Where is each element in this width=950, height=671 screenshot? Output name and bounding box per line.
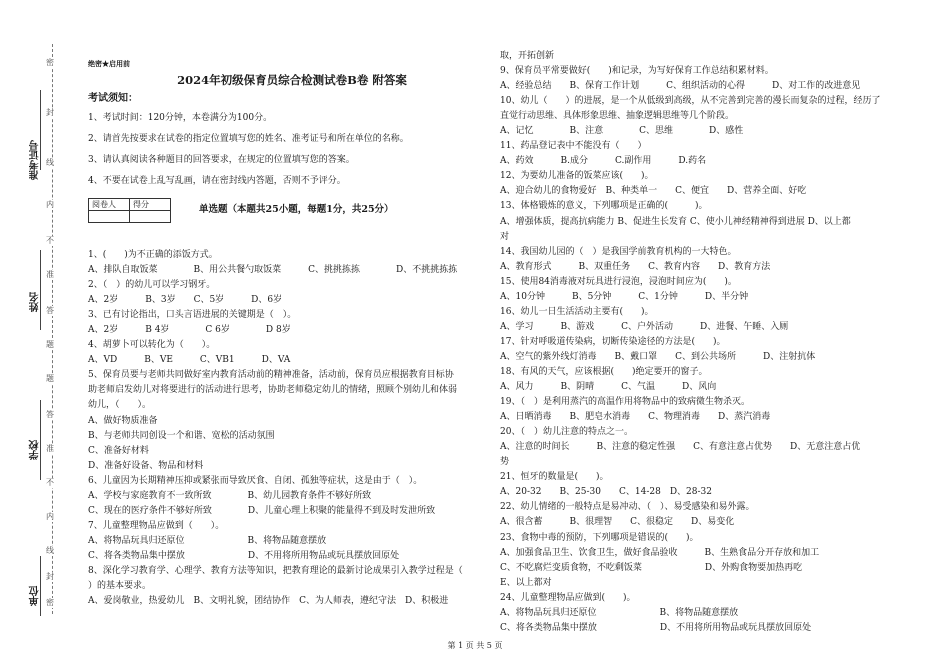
question-line: A、做好物质准备 <box>88 415 158 426</box>
left-column <box>88 56 486 609</box>
notice-item: 4、不要在试卷上乱写乱画，请在密封线内答题，否则不予评分。 <box>88 176 346 186</box>
question-line: 直觉行动思维、具体形象思维、抽象逻辑思维等几个阶段。 <box>500 111 735 122</box>
seal-mark: 题 <box>46 374 54 383</box>
question-line: 助老师启发幼儿对将要进行的活动进行思考，协助老师稳定幼儿的情绪，照顾个别幼儿和体弱 <box>88 385 458 396</box>
question-line: 18、有风的天气，应该根据( )绝定要开的窗子。 <box>500 366 708 377</box>
notice-item: 2、请首先按要求在试卷的指定位置填写您的姓名、准考证号和所在单位的名称。 <box>88 134 409 144</box>
notice-heading: 考试须知： <box>88 93 138 104</box>
seal-mark: 密 <box>46 58 54 67</box>
school-label: 学校 <box>30 440 41 460</box>
question-line: 15、使用84消毒液对玩具进行浸泡，浸泡时间应为( )。 <box>500 276 737 287</box>
reviewer-header: 阅卷人 <box>89 198 130 210</box>
question-line: 对 <box>500 231 510 242</box>
question-line: 19、（ ）是利用蒸汽的高温作用将物品中的致病微生物杀灭。 <box>500 397 750 408</box>
question-line: B、与老师共同创设一个和谐、宽松的活动氛围 <box>88 430 275 441</box>
seal-mark: 内 <box>46 512 54 521</box>
secret-mark: 绝密★启用前 <box>88 59 130 68</box>
question-line: 势 <box>500 457 510 468</box>
question-line: C、不吃腐烂变质食物，不吃剩饭菜 D、外购食物要加热再吃 <box>500 562 803 573</box>
question-line: C、准备好材料 <box>88 445 149 456</box>
binding-margin <box>0 0 62 671</box>
seal-mark: 不 <box>46 236 54 245</box>
question-line: A、日晒消毒 B、肥皂水消毒 C、物理消毒 D、蒸汽消毒 <box>500 412 771 423</box>
question-line: A、学习 B、游戏 C、户外活动 D、进餐、午睡、入厕 <box>500 321 789 332</box>
question-line: 24、儿童整理物品应做到( )。 <box>500 592 636 603</box>
seal-dashed-line <box>52 44 53 614</box>
question-line: A、VD B、VE C、VB1 D、VA <box>88 355 291 366</box>
question-line: A、2岁 B 4岁 C 6岁 D 8岁 <box>88 325 291 336</box>
question-line: 14、我国幼儿园的（ ）是我国学前教育机构的一大特色。 <box>500 246 737 257</box>
question-line: 3、已有讨论指出，口头言语进展的关键期是（ ）。 <box>88 310 297 321</box>
questions-left <box>88 248 486 609</box>
question-line: 幼儿，（ ）。 <box>88 400 152 411</box>
spacer <box>88 226 486 248</box>
question-line: 5、保育员要与老师共同做好室内教育活动前的精神准备，活动前，保育员应根据教育目标协 <box>88 370 454 381</box>
seal-mark: 题 <box>46 340 54 349</box>
notice-item: 3、请认真阅读各种题目的回答要求，在规定的位置填写您的答案。 <box>88 155 355 165</box>
question-line: A、教育形式 B、双重任务 C、教育内容 D、教育方法 <box>500 261 771 272</box>
question-line: A、爱岗敬业，热爱幼儿 B、文明礼貌，团结协作 C、为人师表，遵纪守法 D、积极进 <box>88 596 449 607</box>
score-section <box>88 194 486 226</box>
question-line: A、排队自取饭菜 B、用公共餐勺取饭菜 C、挑挑拣拣 D、不挑挑拣拣 <box>88 265 458 276</box>
question-line: A、学校与家庭教育不一致所致 B、幼儿园教育条件不够好所致 <box>88 490 372 501</box>
unit-label: 单位 <box>30 586 41 606</box>
question-line: 4、胡萝卜可以转化为（ ）。 <box>88 340 216 351</box>
question-line: 23、食物中毒的预防，下列哪项是错误的( )。 <box>500 532 699 543</box>
question-line: 17、针对呼吸道传染病，切断传染途径的方法是( )。 <box>500 336 726 347</box>
seal-mark: 封 <box>46 572 54 581</box>
question-line: E、以上都对 <box>500 577 552 588</box>
exam-id-label: 准考证号 <box>30 140 41 180</box>
question-line: A、迎合幼儿的食物爱好 B、种类单一 C、便宜 D、营养全面、好吃 <box>500 186 807 197</box>
question-line: 7、儿童整理物品应做到（ ）。 <box>88 520 225 531</box>
score-cell <box>130 210 171 222</box>
question-line: 9、保育员平常要做好( )和记录，为写好保育工作总结积累材料。 <box>500 66 774 77</box>
question-line: A、2岁 B、3岁 C、5岁 D、6岁 <box>88 295 283 306</box>
question-line: A、经验总结 B、保育工作计划 C、组织活动的心得 D、对工作的改进意见 <box>500 81 861 92</box>
seal-mark: 线 <box>46 546 54 555</box>
seal-mark: 密 <box>46 598 54 607</box>
question-line: A、注意的时间长 B、注意的稳定性强 C、有意注意占优势 D、无意注意占优 <box>500 442 861 453</box>
question-line: C、将各类物品集中摆放 D、不用将所用物品或玩具摆放回原处 <box>88 550 400 561</box>
question-line: 取，开拓创新 <box>500 51 555 61</box>
seal-mark: 内 <box>46 200 54 209</box>
questions-right <box>500 49 920 636</box>
question-line: C、将各类物品集中摆放 D、不用将所用物品或玩具摆放回原处 <box>500 622 812 633</box>
question-line: 13、体格锻炼的意义，下列哪项是正确的( )。 <box>500 201 708 212</box>
question-line: A、增强体质，提高抗病能力 B、促进生长发育 C、使小儿神经精神得到进展 D、以上都 <box>500 216 851 227</box>
page-number: 第 1 页 共 5 页 <box>447 641 503 650</box>
question-line: 1、( )为不正确的添饭方式。 <box>88 250 218 260</box>
question-line: A、20-32 B、25-30 C、14-28 D、28-32 <box>500 487 712 498</box>
seal-mark: 准 <box>46 270 54 279</box>
question-line: 21、恒牙的数量是( )。 <box>500 472 609 483</box>
question-line: A、将物品玩具归还原位 B、将物品随意摆放 <box>88 535 327 546</box>
question-line: A、风力 B、阴晴 C、气温 D、风向 <box>500 382 717 393</box>
name-write-line <box>40 250 41 330</box>
question-line: C、现在的医疗条件不够好所致 D、儿童心理上积聚的能量得不到及时发泄所致 <box>88 505 436 516</box>
section-heading: 单选题（本题共25小题，每题1分，共25分） <box>199 204 394 216</box>
question-line: A、很含蓄 B、很理智 C、很稳定 D、易变化 <box>500 517 735 528</box>
question-line: A、加强食品卫生、饮食卫生，做好食品验收 B、生熟食品分开存放和加工 <box>500 547 820 558</box>
question-line: 2、（ ）的幼儿可以学习钢牙。 <box>88 280 216 291</box>
seal-mark: 答 <box>46 410 54 419</box>
question-line: 8、深化学习教育学、心理学、教育方法等知识，把教育理论的最新讨论成果引入教学过程是（ <box>88 565 463 576</box>
page-title: 2024年初级保育员综合检测试卷B卷 附答案 <box>177 73 407 87</box>
question-line: 6、儿童因为长期精神压抑或紧张而导致厌食、自闭、孤独等症状，这是由于（ ）。 <box>88 475 423 486</box>
seal-mark: 封 <box>46 108 54 117</box>
question-line: 22、幼儿情绪的一般特点是易冲动、（ ）、易受感染和易外露。 <box>500 502 755 513</box>
seal-mark: 线 <box>46 158 54 167</box>
question-line: 16、幼儿一日生活活动主要有( )。 <box>500 306 654 317</box>
notice-item: 1、考试时间：120分钟，本卷满分为100分。 <box>88 113 273 123</box>
seal-mark: 准 <box>46 444 54 453</box>
score-header: 得分 <box>130 198 171 210</box>
question-line: 10、幼儿（ ）的进展，是一个从低级到高级，从不完善到完善的漫长而复杂的过程，经历了 <box>500 96 881 107</box>
score-box <box>88 198 171 223</box>
seal-mark: 答 <box>46 306 54 315</box>
question-line: A、将物品玩具归还原位 B、将物品随意摆放 <box>500 607 739 618</box>
reviewer-cell <box>89 210 130 222</box>
name-label: 姓名 <box>30 292 41 312</box>
question-line: 20、（ ）幼儿注意的特点之一。 <box>500 427 633 438</box>
question-line: A、记忆 B、注意 C、思维 D、感性 <box>500 126 744 137</box>
question-line: A、10分钟 B、5分钟 C、1分钟 D、半分钟 <box>500 291 749 302</box>
question-line: ）的基本要求。 <box>88 581 152 592</box>
question-line: 11、药品登记表中不能没有（ ） <box>500 141 647 152</box>
question-line: A、空气的紫外线灯消毒 B、戴口罩 C、到公共场所 D、注射抗体 <box>500 351 816 362</box>
question-line: A、药效 B.成分 C.副作用 D.药名 <box>500 156 707 167</box>
question-line: D、准备好设备、物品和材料 <box>88 460 204 471</box>
seal-mark: 不 <box>46 478 54 487</box>
question-line: 12、为要幼儿准备的饭菜应该( )。 <box>500 171 654 182</box>
